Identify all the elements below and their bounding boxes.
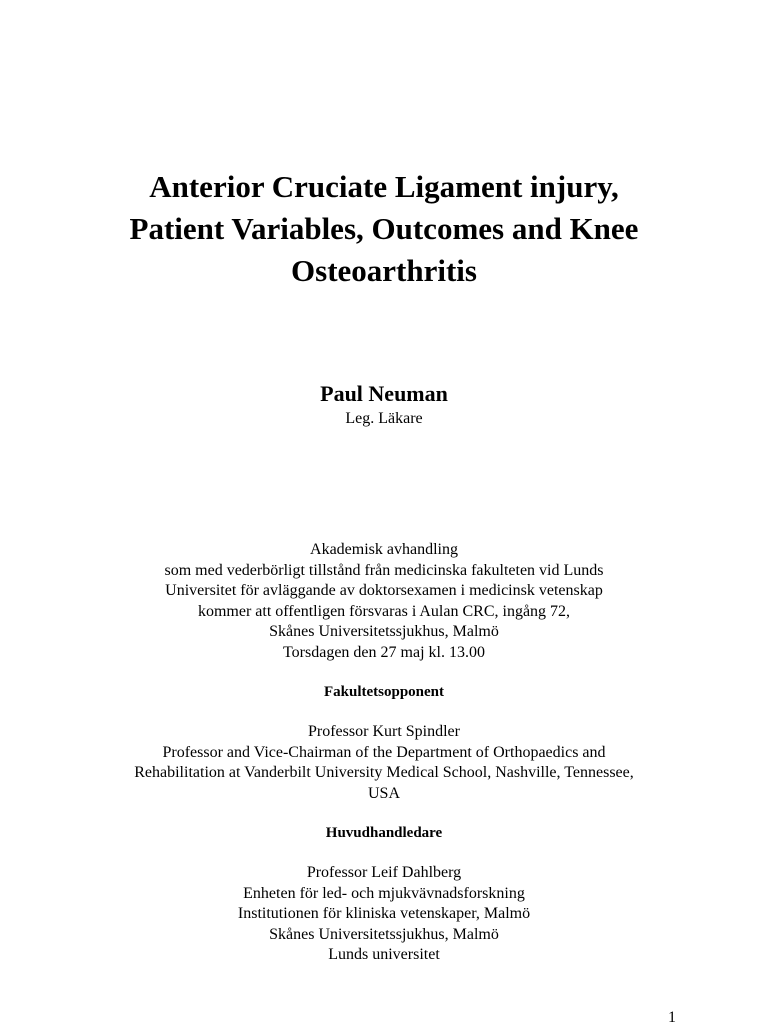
supervisor-line: Enheten för led- och mjukvävnadsforskning: [243, 884, 525, 902]
opponent-line: Professor and Vice-Chairman of the Department of Orthopaedics and: [162, 743, 606, 761]
defense-line: Torsdagen den 27 maj kl. 13.00: [283, 643, 485, 661]
supervisor-line: Professor Leif Dahlberg: [306, 864, 462, 881]
defense-line: kommer att offentligen försvaras i Aulan CRC, ingång 72,: [197, 602, 571, 620]
supervisor-line: Skånes Universitetssjukhus, Malmö: [269, 925, 499, 943]
defense-line: Universitet för avläggande av doktorsexamen i medicinsk vetenskap: [165, 582, 603, 599]
supervisor-line: Lunds universitet: [328, 946, 440, 963]
author-degree: Leg. Läkare: [345, 410, 423, 427]
opponent-heading: Fakultetsopponent: [323, 684, 445, 700]
supervisor-heading: Huvudhandledare: [325, 825, 443, 841]
title-line: Osteoarthritis: [291, 253, 477, 288]
defense-line: som med vederbörligt tillstånd från medicinska fakulteten vid Lunds: [164, 561, 604, 579]
page-number: 1: [668, 1009, 676, 1026]
supervisor-info: [0, 863, 768, 966]
thesis-title: [0, 166, 768, 292]
opponent-line: Professor Kurt Spindler: [308, 723, 460, 740]
title-line: Patient Variables, Outcomes and Knee: [129, 211, 639, 246]
title-line: Anterior Cruciate Ligament injury,: [149, 169, 619, 204]
author-name: Paul Neuman: [320, 381, 448, 406]
defense-line: Skånes Universitetssjukhus, Malmö: [269, 623, 499, 640]
supervisor-line: Institutionen för kliniska vetenskaper, Malmö: [237, 905, 531, 922]
opponent-line: Rehabilitation at Vanderbilt University Medical School, Nashville, Tennessee,: [134, 764, 634, 781]
defense-info: [0, 540, 768, 663]
opponent-info: [0, 722, 768, 804]
defense-line: Akademisk avhandling: [310, 541, 458, 558]
opponent-line: USA: [367, 784, 400, 802]
